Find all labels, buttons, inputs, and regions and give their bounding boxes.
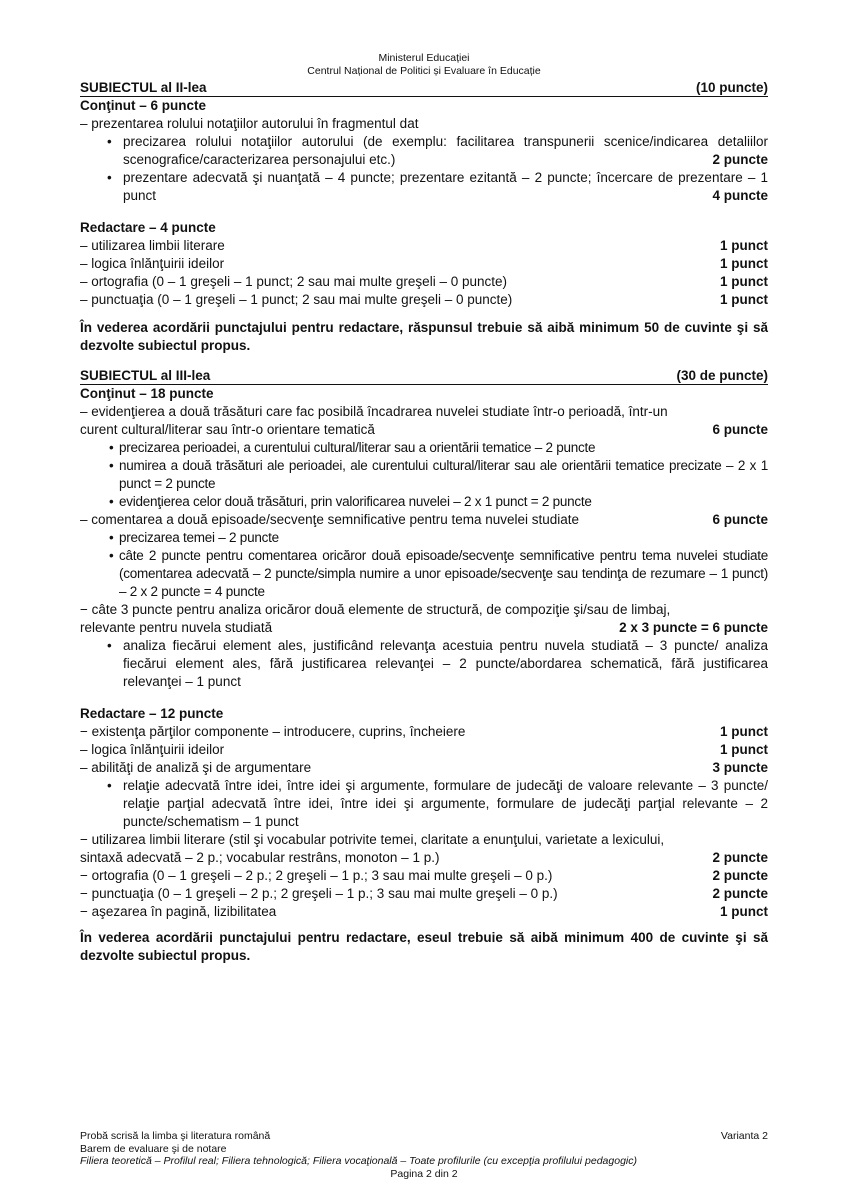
document-page [80, 52, 768, 965]
section-3-title: SUBIECTUL al III-lea [80, 368, 211, 383]
s3-c1-bullet-1: • precizarea perioadei, a curentului cultural/literar sau a orientării tematice – 2 puncte [80, 439, 768, 457]
s3-criterion-1-line-2: curent cultural/literar sau într-o orientare tematică 6 puncte [80, 422, 768, 437]
s2-intro: – prezentarea rolului notaţiilor autorului în fragmentul dat [80, 116, 419, 131]
s2-redactare-heading: Redactare – 4 puncte [80, 220, 216, 235]
s3-redactare-item: – logica înlănţuirii ideilor 1 punct [80, 742, 768, 757]
s3-note: În vederea acordării punctajului pentru redactare, eseul trebuie să aibă minimum 400 de cuvinte şi să dezvolte subiectul propus. [80, 930, 768, 963]
s3-redactare-item: − ortografia (0 – 1 greşeli – 2 p.; 2 greşeli – 1 p.; 3 sau mai multe greşeli – 0 p.) 2 puncte [80, 868, 768, 883]
s3-redactare-item: − punctuaţia (0 – 1 greşeli – 2 p.; 2 greşeli – 1 p.; 3 sau mai multe greşeli – 0 p.) 2 puncte [80, 886, 768, 901]
s2-content-heading: Conţinut – 6 puncte [80, 98, 206, 113]
s3-criterion-1-points: 6 puncte [712, 422, 768, 437]
section-3-points: (30 de puncte) [676, 368, 768, 383]
s3-criterion-3-line-1: − câte 3 puncte pentru analiza oricăror două elemente de structură, de compoziţie şi/sau de limbaj, [80, 602, 671, 617]
s3-criterion-3-points: 2 x 3 puncte = 6 puncte [619, 620, 768, 635]
s3-c2-bullet-2: • câte 2 puncte pentru comentarea oricăror două episoade/secvenţe semnificative pentru tema nuvelei studiate (comentarea adecvată – 2 puncte/simpla numire a unor episoade/secvenţe sau tendinţa de rezumare – 1 punct) – 2 x 2 puncte = 4 puncte [80, 547, 768, 601]
document-header [80, 52, 768, 77]
s3-redactare-item: – abilităţi de analiză şi de argumentare 3 puncte [80, 760, 768, 775]
footer-page-number: Pagina 2 din 2 [390, 1167, 458, 1180]
footer-filiera: Filiera teoretică – Profilul real; Filiera tehnologică; Filiera vocaţională – Toate profilurile (cu excepţia profilului pedagogic) [80, 1155, 637, 1167]
ministry-name: Ministerul Educației [378, 52, 470, 64]
s3-criterion-2-points: 6 puncte [712, 512, 768, 527]
s3-c1-bullet-2: • numirea a două trăsături ale perioadei, ale curentului cultural/literar sau ale orientării tematice precizate – 2 x 1 punct = 2 puncte [80, 457, 768, 493]
s3-c3-bullet-1: • analiza fiecărui element ales, justificând relevanţa acestuia pentru nuvela studiată – 3 puncte/ analiza fiecărui element ales, fără justificarea relevanţei – 2 puncte/abordarea schematică, fără justificarea relevanţei – 1 punct [80, 637, 768, 691]
s3-r3-bullet-1: • relaţie adecvată între idei, între idei şi argumente, formulare de judecăţi de valoare relevante – 3 puncte/ relaţie parţial adecvată între idei, între idei şi argumente, formulare de judecăţi parţial relevante – 2 puncte/schematism – 1 punct [80, 777, 768, 831]
s3-r4-line-2: sintaxă adecvată – 2 p.; vocabular restrâns, monoton – 1 p.) 2 puncte [80, 850, 768, 865]
s2-bullet-2-points: 4 puncte [712, 188, 768, 203]
footer-barem: Barem de evaluare şi de notare [80, 1142, 227, 1155]
section-2-points: (10 puncte) [695, 80, 768, 95]
s3-content-heading: Conţinut – 18 puncte [80, 386, 214, 401]
s2-bullet-1 [80, 133, 768, 169]
footer-variant: Varianta 2 [720, 1130, 768, 1142]
s2-redactare-item: – logica înlănţuirii ideilor 1 punct [80, 256, 768, 271]
s3-redactare-heading: Redactare – 12 puncte [80, 706, 224, 721]
s2-bullet-2 [80, 169, 768, 205]
s3-c1-bullet-3: • evidenţierea celor două trăsături, prin valorificarea nuvelei – 2 x 1 punct = 2 puncte [80, 493, 768, 511]
s2-redactare-item: – utilizarea limbii literare 1 punct [80, 238, 768, 253]
s2-bullet-1-points: 2 puncte [712, 152, 768, 167]
s2-note: În vederea acordării punctajului pentru redactare, răspunsul trebuie să aibă minimum 50 de cuvinte şi să dezvolte subiectul propus. [80, 320, 768, 353]
s3-criterion-2: – comentarea a două episoade/secvenţe semnificative pentru tema nuvelei studiate 6 puncte [80, 512, 768, 527]
center-name: Centrul Național de Politici și Evaluare în Educație [307, 64, 541, 77]
section-3-heading [80, 367, 768, 385]
footer-exam-name: Probă scrisă la limba şi literatura română [80, 1130, 271, 1142]
s3-criterion-1-line-1: – evidenţierea a două trăsături care fac posibilă încadrarea nuvelei studiate într-o perioadă, într-un [80, 404, 668, 419]
s3-redactare-item: − existenţa părţilor componente – introducere, cuprins, încheiere 1 punct [80, 724, 768, 739]
s3-c2-bullet-1: • precizarea temei – 2 puncte [80, 529, 768, 547]
s2-redactare-item: – ortografia (0 – 1 greşeli – 1 punct; 2 sau mai multe greşeli – 0 puncte) 1 punct [80, 274, 768, 289]
s2-bullet-2-text: prezentare adecvată şi nuanţată – 4 puncte; prezentare ezitantă – 2 puncte; încercare de prezentare – 1 punct [123, 170, 768, 203]
s2-bullet-1-text: precizarea rolului notaţiilor autorului (de exemplu: facilitarea transpunerii scenice/indicarea detaliilor scenografice/caracterizarea personajului etc.) [123, 134, 768, 167]
s2-redactare-item: – punctuaţia (0 – 1 greşeli – 1 punct; 2 sau mai multe greşeli – 0 puncte) 1 punct [80, 292, 768, 307]
s3-r4-line-1: − utilizarea limbii literare (stil şi vocabular potrivite temei, claritate a enunţului, varietate a lexicului, [80, 832, 665, 847]
section-2-title: SUBIECTUL al II-lea [80, 80, 207, 95]
document-footer [80, 1130, 768, 1180]
s3-redactare-item: − aşezarea în pagină, lizibilitatea 1 punct [80, 904, 768, 919]
s3-criterion-3-line-2: relevante pentru nuvela studiată 2 x 3 puncte = 6 puncte [80, 620, 768, 635]
section-2-heading [80, 79, 768, 97]
